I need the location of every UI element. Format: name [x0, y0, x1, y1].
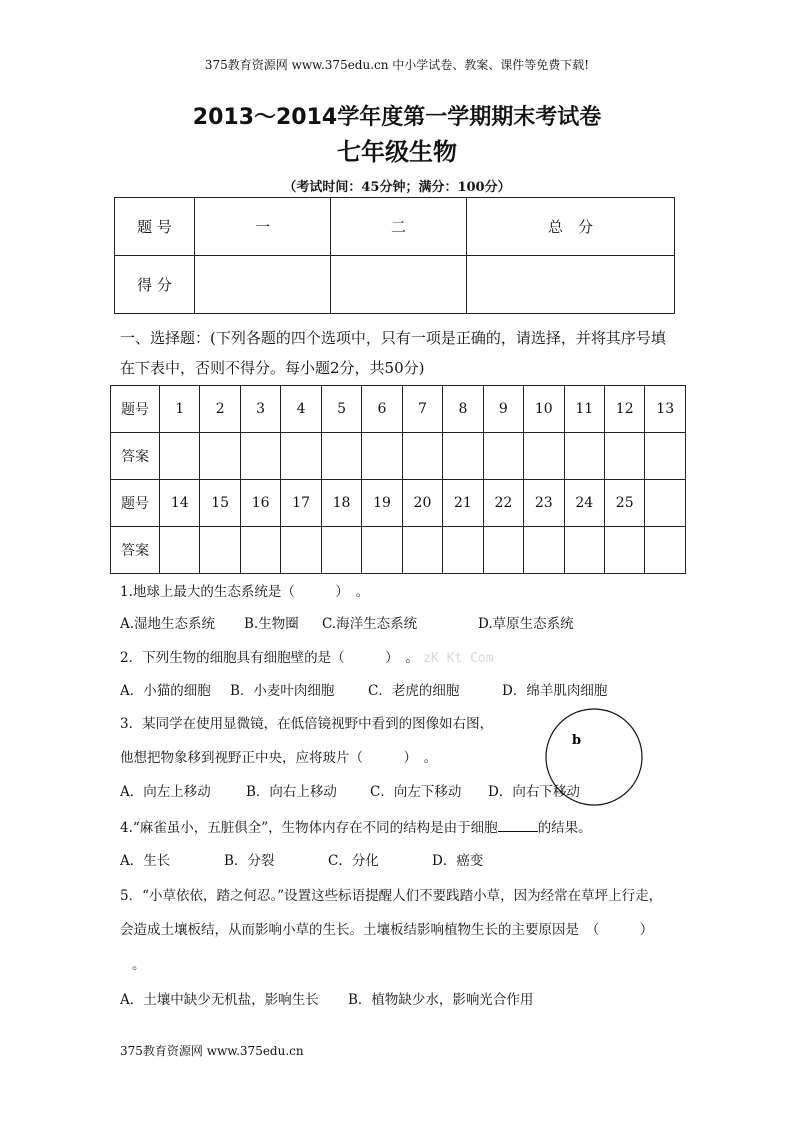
answer-cell[interactable] [402, 527, 442, 574]
score-cell [331, 256, 467, 314]
q2-option-b: B．小麦叶肉细胞 [230, 683, 335, 699]
q2-option-d: D．绵羊肌肉细胞 [502, 683, 608, 699]
question-number: 7 [402, 386, 442, 433]
q3-option-b: B．向右上移动 [246, 784, 337, 800]
answer-table-label-ans: 答案 [111, 527, 160, 574]
question-number: 3 [240, 386, 280, 433]
q1-stem: 1.地球上最大的生态系统是（ ） 。 [120, 584, 370, 600]
footer-note: 375教育资源网 www.375edu.cn [120, 1044, 304, 1058]
answer-cell[interactable] [564, 527, 604, 574]
answer-cell[interactable] [645, 527, 686, 574]
answer-cell[interactable] [240, 527, 280, 574]
score-header-total: 总 分 [467, 198, 675, 256]
answer-cell[interactable] [362, 527, 402, 574]
answer-cell[interactable] [160, 527, 200, 574]
q5-stem-line2: 会造成土壤板结，从而影响小草的生长。土壤板结影响植物生长的主要原因是 （ ） [120, 922, 654, 938]
answer-cell[interactable] [321, 433, 361, 480]
answer-cell[interactable] [524, 433, 564, 480]
answer-table-label-num: 题号 [111, 480, 160, 527]
question-number: 13 [645, 386, 686, 433]
answer-cell[interactable] [604, 433, 644, 480]
q2-options [120, 679, 607, 699]
question-number: 24 [564, 480, 604, 527]
q3-stem-line2: 他想把物象移到视野正中央，应将玻片（ ） 。 [120, 750, 438, 766]
score-header-part1: 一 [195, 198, 331, 256]
q5-options [120, 988, 533, 1008]
q4-stem-pre: 4.“麻雀虽小，五脏俱全”，生物体内存在不同的结构是由于细胞 [120, 820, 498, 836]
question-number: 12 [604, 386, 644, 433]
header-note: 375教育资源网 www.375edu.cn 中小学试卷、教案、课件等免费下载! [204, 58, 590, 72]
q4-option-a: A．生长 [120, 853, 171, 869]
answer-cell[interactable] [160, 433, 200, 480]
faint-watermark: zK Kt Com [423, 651, 494, 666]
question-number: 1 [160, 386, 200, 433]
score-header-part2: 二 [331, 198, 467, 256]
q4-blank[interactable] [498, 819, 538, 832]
answer-cell[interactable] [200, 433, 240, 480]
q1-option-a: A.湿地生态系统 [120, 616, 216, 632]
q5-option-b: B．植物缺少水，影响光合作用 [348, 992, 534, 1008]
answer-cell[interactable] [524, 527, 564, 574]
answer-table-label-num: 题号 [111, 386, 160, 433]
answer-cell[interactable] [321, 527, 361, 574]
answer-table [110, 385, 686, 574]
answer-cell[interactable] [443, 433, 483, 480]
question-number: 17 [281, 480, 321, 527]
question-number: 19 [362, 480, 402, 527]
answer-cell[interactable] [402, 433, 442, 480]
question-number: 20 [402, 480, 442, 527]
q5-option-a: A．土壤中缺少无机盐，影响生长 [120, 992, 319, 1008]
question-number: 9 [483, 386, 523, 433]
score-table [114, 197, 675, 314]
question-number: 4 [281, 386, 321, 433]
answer-table-label-ans: 答案 [111, 433, 160, 480]
q3-options [120, 780, 580, 800]
q4-option-b: B．分裂 [224, 853, 275, 869]
q4-option-d: D．癌变 [432, 853, 484, 869]
question-number: 14 [160, 480, 200, 527]
q4-options [120, 849, 483, 869]
question-number: 5 [321, 386, 361, 433]
question-number: 2 [200, 386, 240, 433]
question-number: 18 [321, 480, 361, 527]
answer-cell[interactable] [483, 433, 523, 480]
answer-cell[interactable] [281, 527, 321, 574]
answer-cell[interactable] [645, 433, 686, 480]
q3-stem-line1: 3．某同学在使用显微镜，在低倍镜视野中看到的图像如右图， [120, 716, 494, 732]
q4-stem-post: 的结果。 [537, 820, 592, 836]
question-number: 6 [362, 386, 402, 433]
question-number: 23 [524, 480, 564, 527]
score-cell [467, 256, 675, 314]
q1-option-d: D.草原生态系统 [478, 616, 574, 632]
answer-cell[interactable] [604, 527, 644, 574]
q4-option-c: C．分化 [328, 853, 379, 869]
answer-cell[interactable] [362, 433, 402, 480]
answer-cell[interactable] [564, 433, 604, 480]
question-number: 15 [200, 480, 240, 527]
section1-heading: 一、选择题：(下列各题的四个选项中，只有一项是正确的，请选择，并将其序号填在下表中，否则不得分。每小题2分，共50分) [120, 329, 666, 377]
q5-stem-line1: 5．“小草依依，踏之何忍。”设置这些标语提醒人们不要践踏小草，因为经常在草坪上行走， [120, 888, 663, 904]
q4-stem [120, 816, 592, 836]
score-header-label: 题 号 [115, 198, 195, 256]
question-number: 10 [524, 386, 564, 433]
exam-subject: 七年级生物 [337, 138, 457, 166]
question-number: 21 [443, 480, 483, 527]
q2-stem [120, 646, 494, 666]
q2-stem-text: 2．下列生物的细胞具有细胞壁的是（ ） 。 [120, 650, 419, 666]
answer-cell[interactable] [443, 527, 483, 574]
question-number [645, 480, 686, 527]
question-number: 8 [443, 386, 483, 433]
score-row-label: 得 分 [115, 256, 195, 314]
q1-option-b: B.生物圈 [244, 616, 299, 632]
answer-cell[interactable] [240, 433, 280, 480]
exam-time-note: （考试时间：45分钟；满分：100分） [283, 180, 511, 195]
answer-cell[interactable] [281, 433, 321, 480]
answer-cell[interactable] [483, 527, 523, 574]
answer-cell[interactable] [200, 527, 240, 574]
q2-option-a: A．小猫的细胞 [120, 683, 211, 699]
q5-stem-line3: 。 [132, 957, 146, 973]
question-number: 16 [240, 480, 280, 527]
exam-title: 2013～2014学年度第一学期期末考试卷 [192, 105, 602, 130]
q3-option-a: A．向左上移动 [120, 784, 211, 800]
specimen-letter: b [572, 733, 582, 748]
q3-option-d: D．向右下移动 [488, 784, 580, 800]
question-number: 11 [564, 386, 604, 433]
q1-option-c: C.海洋生态系统 [322, 616, 418, 632]
question-number: 22 [483, 480, 523, 527]
question-number: 25 [604, 480, 644, 527]
q1-options [120, 612, 574, 632]
q2-option-c: C．老虎的细胞 [368, 683, 460, 699]
q3-option-c: C．向左下移动 [370, 784, 462, 800]
score-cell [195, 256, 331, 314]
